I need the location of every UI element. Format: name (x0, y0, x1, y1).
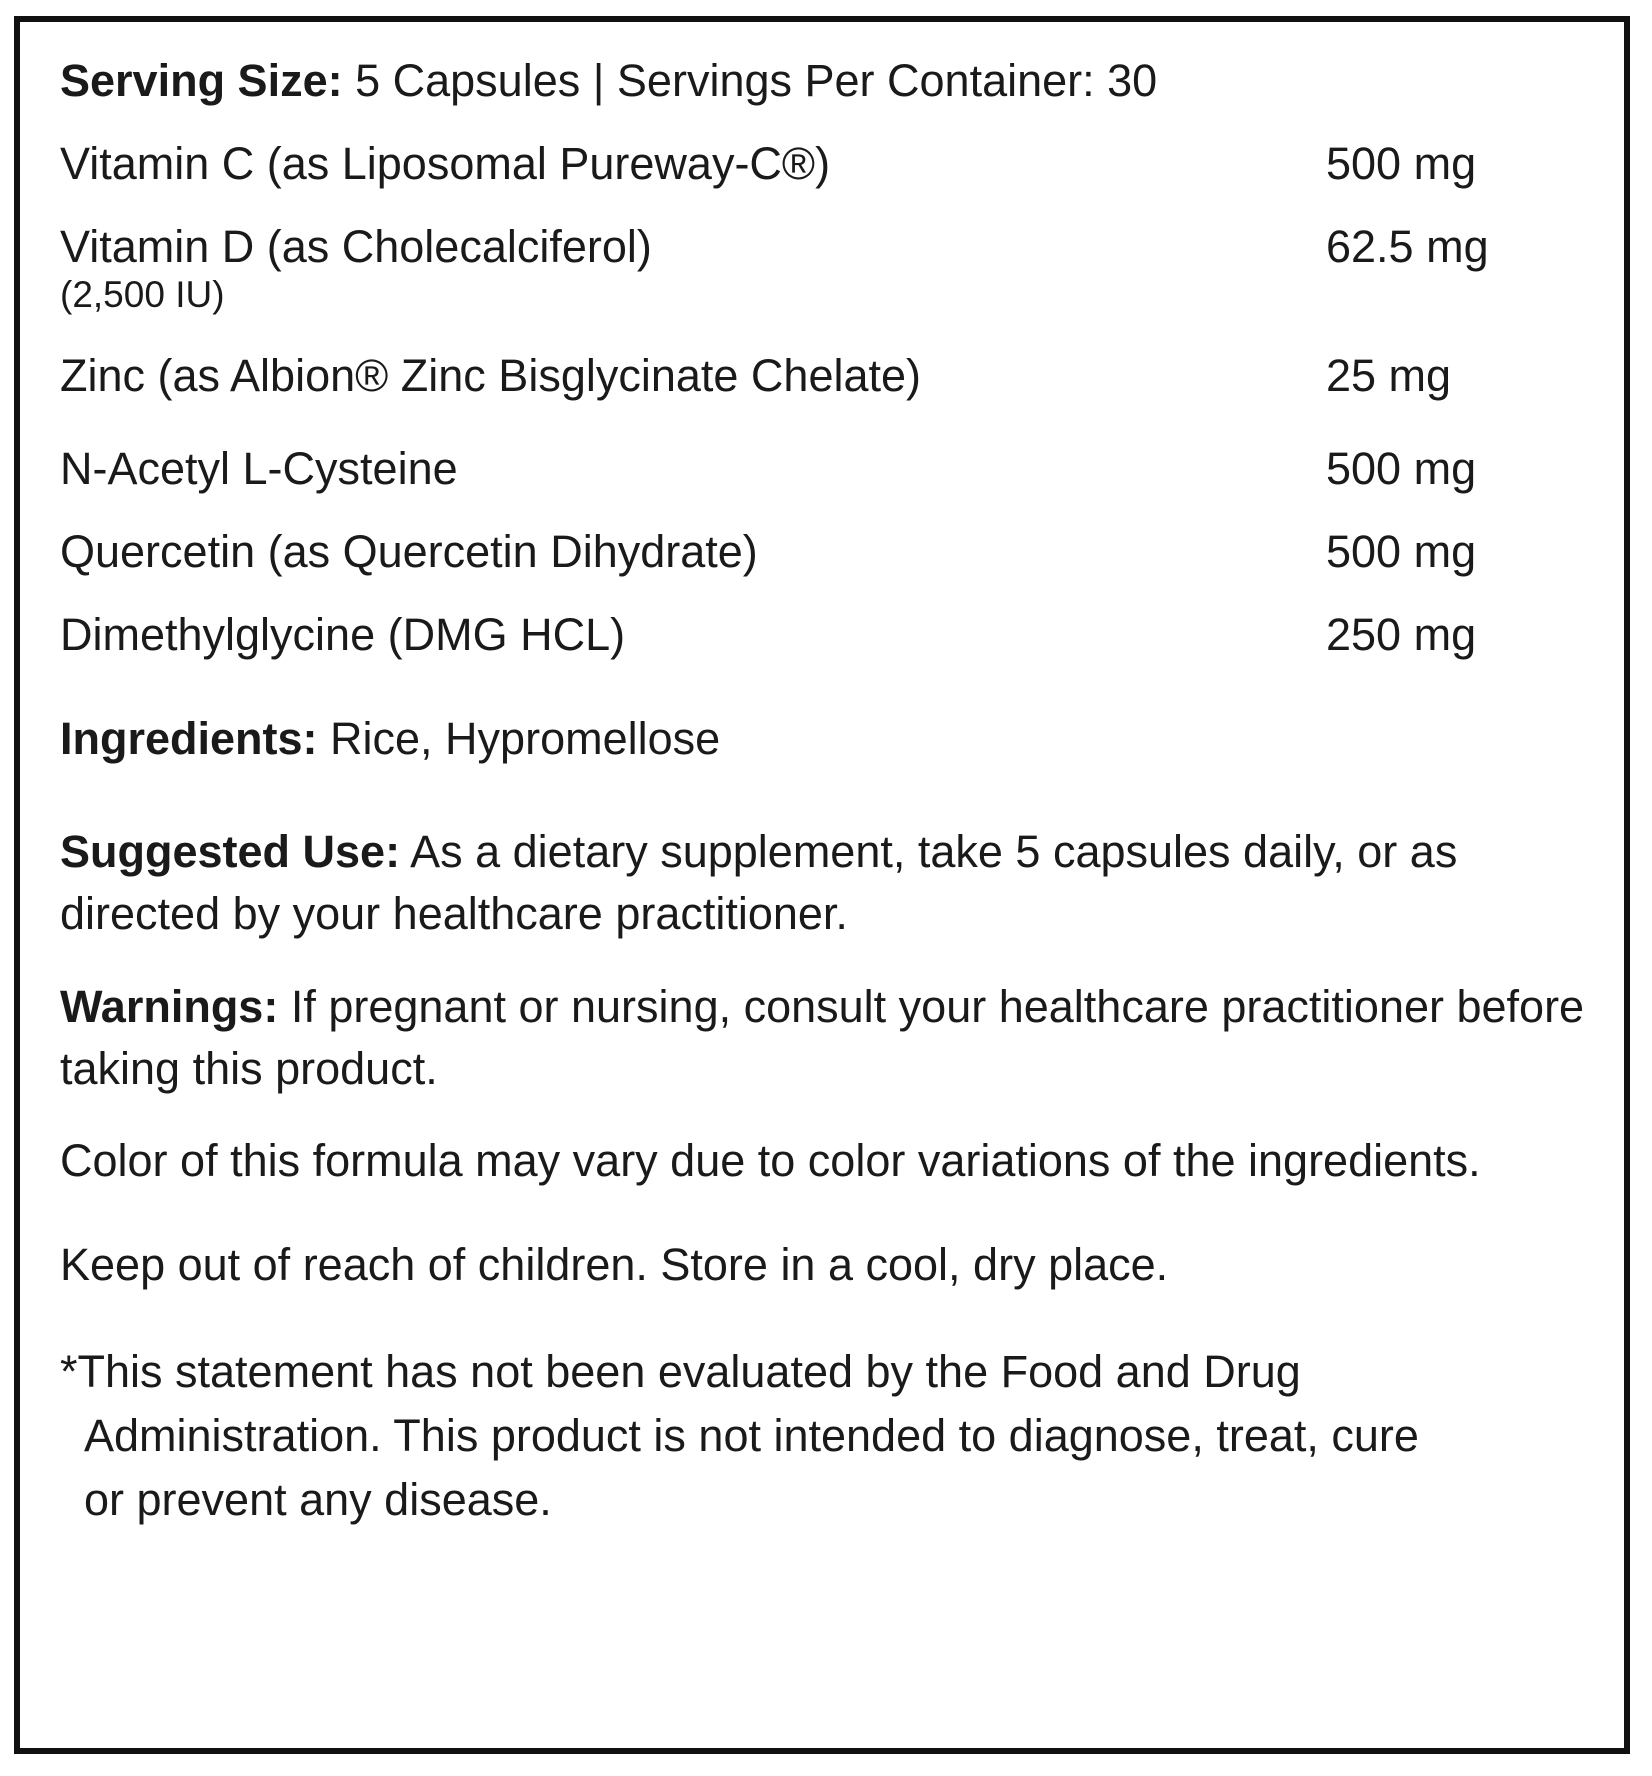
suggested-use-label: Suggested Use: (60, 826, 401, 877)
disclaimer-line-3: or prevent any disease. (84, 1474, 552, 1525)
nutrient-name: Zinc (as Albion® Zinc Bisglycinate Chelate) (60, 350, 922, 401)
nutrient-name: Vitamin C (as Liposomal Pureway-C®) (60, 138, 831, 189)
nutrient-amount: 500 mg (1326, 443, 1477, 494)
nutrient-name: Quercetin (as Quercetin Dihydrate) (60, 526, 758, 577)
disclaimer-line-1: *This statement has not been evaluated by the Food and Drug (60, 1346, 1301, 1397)
serving-size-text: 5 Capsules | Servings Per Container: 30 (342, 55, 1158, 106)
nutrient-name: Dimethylglycine (DMG HCL) (60, 609, 626, 660)
fda-disclaimer (60, 1340, 1600, 1532)
nutrient-amount: 25 mg (1326, 350, 1452, 401)
ingredients-line (60, 710, 720, 768)
suggested-use-paragraph (60, 821, 1600, 945)
serving-size-line (60, 52, 1157, 110)
nutrient-name: Vitamin D (as Cholecalciferol) (60, 221, 652, 272)
storage-note: Keep out of reach of children. Store in a cool, dry place. (60, 1239, 1169, 1290)
suggested-use-text: As a dietary supplement, take 5 capsules daily, or as directed by your healthcare practitioner. (60, 826, 1458, 939)
warnings-text: If pregnant or nursing, consult your healthcare practitioner before taking this product. (60, 981, 1585, 1094)
nutrient-note: (2,500 IU) (60, 274, 225, 315)
supplement-facts-panel (14, 16, 1630, 1754)
nutrient-amount: 500 mg (1326, 138, 1477, 189)
disclaimer-line-2: Administration. This product is not intended to diagnose, treat, cure (84, 1410, 1419, 1461)
nutrient-name: N-Acetyl L-Cysteine (60, 443, 458, 494)
color-note: Color of this formula may vary due to color variations of the ingredients. (60, 1135, 1481, 1186)
nutrient-amount: 500 mg (1326, 526, 1477, 577)
serving-size-label: Serving Size: (60, 55, 343, 106)
ingredients-text: Rice, Hypromellose (317, 713, 721, 764)
nutrient-amount: 62.5 mg (1326, 221, 1489, 272)
warnings-paragraph (60, 976, 1600, 1100)
warnings-label: Warnings: (60, 981, 279, 1032)
nutrient-amount: 250 mg (1326, 609, 1477, 660)
ingredients-label: Ingredients: (60, 713, 318, 764)
